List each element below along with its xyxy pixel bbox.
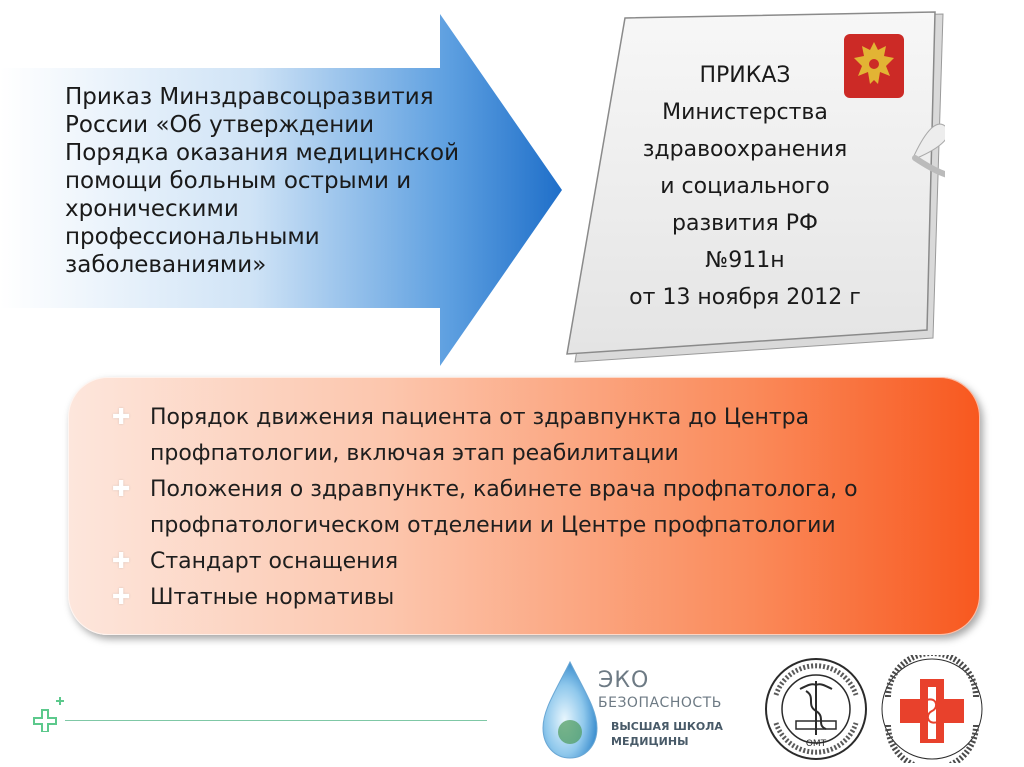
list-item bbox=[112, 544, 972, 580]
document-line: Министерства bbox=[662, 100, 828, 125]
document-line: развития РФ bbox=[672, 211, 818, 236]
plus-icon: ✚ bbox=[112, 549, 131, 574]
document-text bbox=[610, 57, 880, 316]
list-item bbox=[112, 580, 972, 616]
plus-icon: ✚ bbox=[112, 585, 131, 610]
document-line: и социального bbox=[660, 174, 830, 199]
list-item bbox=[112, 400, 972, 472]
eko-logo-caption: МЕДИЦИНЫ bbox=[611, 735, 689, 748]
bullet-list bbox=[112, 400, 972, 616]
seal-caption: ОМТ bbox=[805, 739, 827, 749]
document-line: №911н bbox=[705, 248, 785, 273]
bullet-line: профпатологии, включая этап реабилитации bbox=[150, 441, 679, 466]
arrow-text bbox=[65, 83, 505, 279]
arrow-line: Приказ Минздравсоцразвития bbox=[65, 84, 434, 110]
arrow-line: помощи больным острыми и bbox=[65, 168, 412, 194]
document-line: здравоохранения bbox=[642, 137, 848, 162]
academy-seal-logo bbox=[762, 655, 870, 763]
bullet-line: Штатные нормативы bbox=[150, 585, 395, 610]
arrow-line: заболеваниями» bbox=[65, 252, 267, 278]
plus-icon: ✚ bbox=[112, 477, 131, 502]
document-line: ПРИКАЗ bbox=[699, 63, 791, 88]
bullet-line: Положения о здравпункте, кабинете врача профпатолога, о bbox=[150, 477, 858, 502]
bullet-line: профпатологическом отделении и Центре профпатологии bbox=[150, 513, 836, 538]
arrow-line: России «Об утверждении bbox=[65, 112, 375, 138]
arrow-line: Порядка оказания медицинской bbox=[65, 140, 460, 166]
bullet-line: Порядок движения пациента от здравпункта до Центра bbox=[150, 405, 810, 430]
eko-logo-subtitle: БЕЗОПАСНОСТЬ bbox=[598, 695, 722, 711]
clinics-association-logo bbox=[876, 655, 988, 763]
footer-divider bbox=[65, 720, 487, 721]
arrow-line: хроническими bbox=[65, 196, 239, 222]
eko-logo-title: ЭКО bbox=[598, 668, 650, 693]
green-plus-icon bbox=[28, 696, 68, 732]
arrow-line: профессиональными bbox=[65, 224, 320, 250]
eko-logo-caption: ВЫСШАЯ ШКОЛА bbox=[611, 720, 723, 733]
list-item bbox=[112, 472, 972, 544]
bullet-line: Стандарт оснащения bbox=[150, 549, 399, 574]
document-line: от 13 ноября 2012 г bbox=[629, 285, 861, 310]
plus-icon: ✚ bbox=[112, 405, 131, 430]
